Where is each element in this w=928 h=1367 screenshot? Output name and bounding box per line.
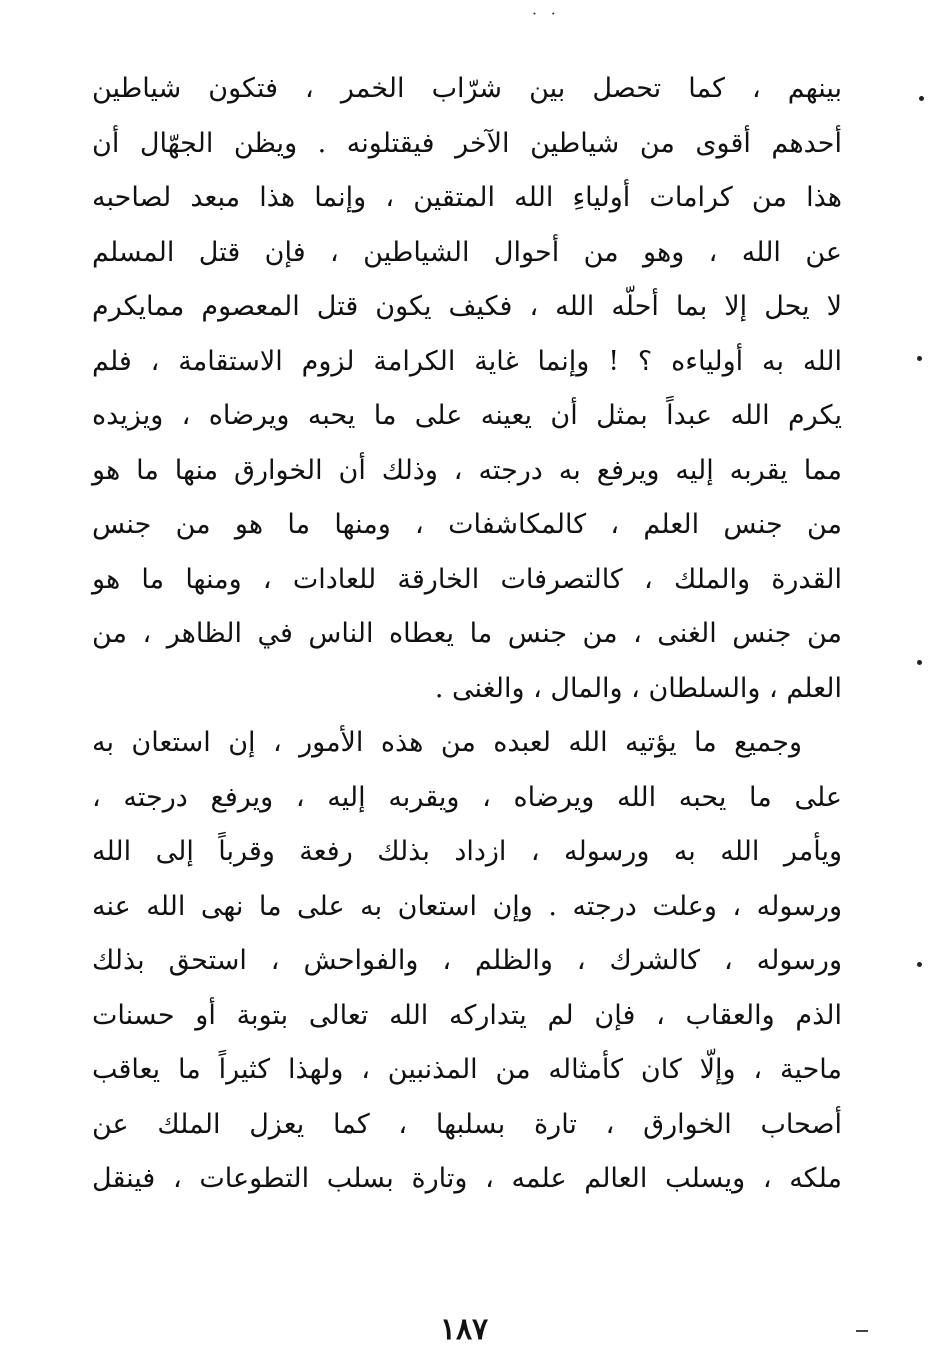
text-line: أحدهم أقوى من شياطين الآخر فيقتلونه . ويظن الجهّال أن	[92, 127, 842, 159]
text-line: العلم ، والسلطان ، والمال ، والغنى .	[434, 672, 842, 704]
text-line: أصحاب الخوارق ، تارة بسلبها ، كما يعزل الملك عن	[92, 1108, 842, 1140]
text-line: الذم والعقاب ، فإن لم يتداركه الله تعالى بتوبة أو حسنات	[92, 999, 842, 1031]
text-line: لا يحل إلا بما أحلّه الله ، فكيف يكون قتل المعصوم ممايكرم	[92, 291, 842, 322]
margin-speck	[919, 96, 924, 101]
text-line: ماحية ، وإلّا كان كأمثاله من المذنبين ، ولهذا كثيراً ما يعاقب	[92, 1054, 842, 1085]
margin-dash	[856, 1330, 868, 1332]
paragraph-1	[92, 62, 842, 716]
text-line: مما يقربه إليه ويرفع به درجته ، وذلك أن الخوارق منها ما هو	[92, 454, 842, 486]
body-text	[92, 62, 842, 1207]
text-line: يكرم الله عبداً بمثل أن يعينه على ما يحبه ويرضاه ، ويزيده	[92, 400, 842, 431]
text-line: من جنس العلم ، كالمكاشفات ، ومنها ما هو من جنس	[92, 509, 842, 540]
text-line: بينهم ، كما تحصل بين شرّاب الخمر ، فتكون شياطين	[92, 73, 842, 104]
text-line: ورسوله ، وعلت درجته . وإن استعان به على ما نهى الله عنه	[92, 890, 842, 922]
text-line: ورسوله ، كالشرك ، والظلم ، والفواحش ، استحق بذلك	[92, 945, 842, 976]
paragraph-2	[92, 716, 842, 1207]
text-line: ويأمر الله به ورسوله ، ازداد بذلك رفعة وقرباً إلى الله	[92, 836, 842, 867]
top-mark: ˙ ˙	[530, 10, 560, 31]
text-line: وجميع ما يؤتيه الله لعبده من هذه الأمور ، إن استعان به	[92, 727, 802, 758]
margin-speck	[917, 356, 922, 361]
text-line: من جنس الغنى ، من جنس ما يعطاه الناس في الظاهر ، من	[92, 618, 842, 649]
page-number: ١٨٧	[439, 1312, 489, 1347]
text-line: عن الله ، وهو من أحوال الشياطين ، فإن قتل المسلم	[92, 236, 842, 268]
text-line: الله به أولياءه ؟ ! وإنما غاية الكرامة لزوم الاستقامة ، فلم	[92, 345, 842, 377]
text-line: ملكه ، ويسلب العالم علمه ، وتارة بسلب التطوعات ، فينقل	[92, 1163, 842, 1194]
text-line: هذا من كرامات أولياءِ الله المتقين ، وإنما هذا مبعد لصاحبه	[92, 182, 842, 213]
text-line: على ما يحبه الله ويرضاه ، ويقربه إليه ، ويرفع درجته ،	[92, 781, 842, 813]
margin-speck	[917, 660, 922, 665]
text-line: القدرة والملك ، كالتصرفات الخارقة للعادات ، ومنها ما هو	[92, 563, 842, 595]
margin-speck	[917, 962, 922, 967]
